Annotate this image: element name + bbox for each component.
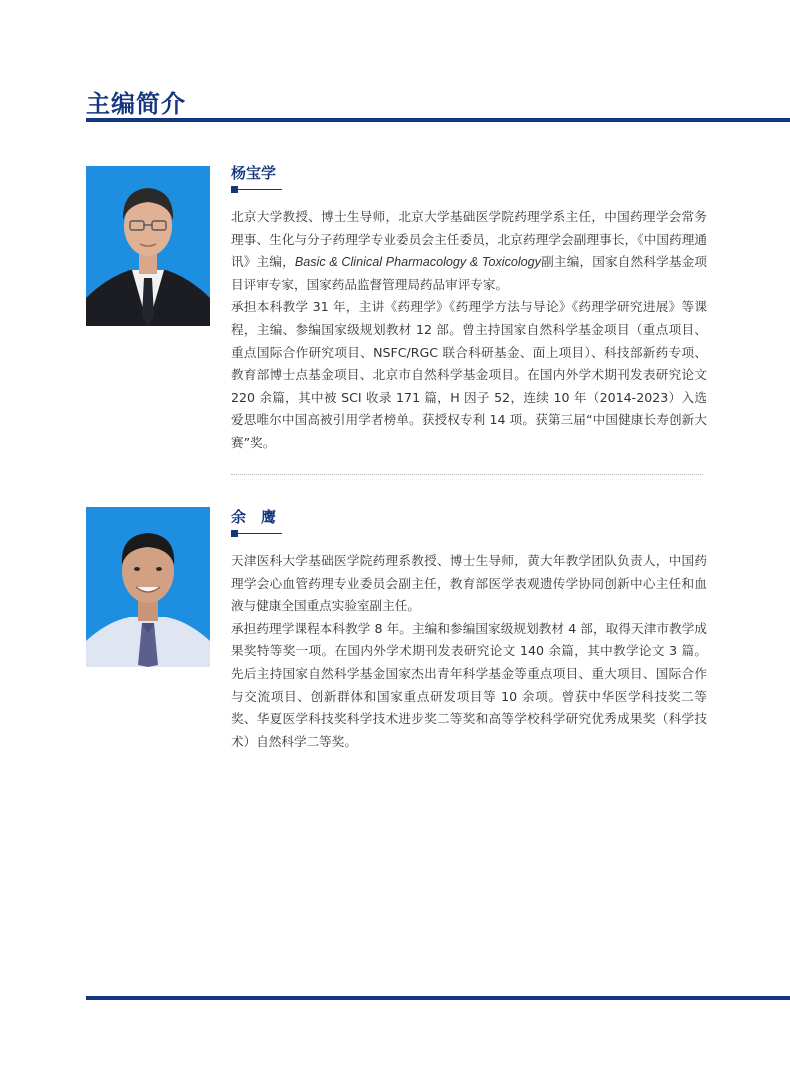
section-divider	[231, 474, 703, 475]
editor-photo	[86, 166, 210, 326]
page-title: 主编简介	[86, 90, 186, 118]
editor-bio-paragraph: 承担药理学课程本科教学 8 年。主编和参编国家级规划教材 4 部，取得天津市教学成果奖特等奖一项。在国内外学术期刊发表研究论文 140 余篇，其中教学论文 3 篇。先后主持国家自然科学基金国家杰出青年科学基金等重点项目、重大项目、国际合作与交流项目、创新群体和国家重点研发项目等 10 余项。曾获中华医学科技奖二等奖、华夏医学科技奖科学技术进步奖二等奖和高等学校科学研究优秀成果奖（科学技术）自然科学二等奖。	[231, 620, 707, 749]
bio-text: 北京大学教授、博士生导师，北京大学基础医学院药理学系主任，中国药理学会常务理事、生化与分子药理学专业委员会主任委员，北京药理学会副理事长，《中国药理通讯》主编，	[231, 209, 707, 270]
editor-bio-paragraph	[231, 206, 707, 296]
editor-photo	[86, 507, 210, 667]
title-underline	[86, 118, 790, 122]
footer-rule	[86, 996, 790, 1000]
bio-text: 副主编，国家自然科学基金项目评审专家，国家药品监督管理局药品审评专家。	[231, 254, 707, 292]
editor-bio-block	[231, 163, 707, 455]
editor-name: 余 鹰	[231, 508, 277, 526]
editor-bio-paragraph: 天津医科大学基础医学院药理系教授、博士生导师，黄大年教学团队负责人，中国药理学会心血管药理专业委员会副主任，教育部医学表观遗传学协同创新中心主任和血液与健康全国重点实验室副主任。	[231, 553, 707, 614]
portrait-illustration	[86, 507, 210, 667]
name-underline-marker	[231, 186, 707, 194]
editor-name: 杨宝学	[231, 164, 277, 182]
name-underline-marker	[231, 530, 707, 538]
journal-title: Basic & Clinical Pharmacology & Toxicology	[294, 255, 541, 270]
portrait-illustration	[86, 166, 210, 326]
editor-bio-paragraph: 承担本科教学 31 年，主讲《药理学》《药理学方法与导论》《药理学研究进展》等课程，主编、参编国家级规划教材 12 部。曾主持国家自然科学基金项目（重点项目、重点国际合作研究项目、NSFC/RGC 联合科研基金、面上项目）、科技部新药专项、教育部博士点基金项目、北京市自然科学基金项目。在国内外学术期刊发表研究论文 220 余篇，其中被 SCI 收录 171 篇，H 因子 52，连续 10 年（2014-2023）入选爱思唯尔中国高被引用学者榜单。获授权专利 14 项。获第三届“中国健康长寿创新大赛”奖。	[231, 299, 707, 450]
editor-bio-block	[231, 507, 707, 753]
